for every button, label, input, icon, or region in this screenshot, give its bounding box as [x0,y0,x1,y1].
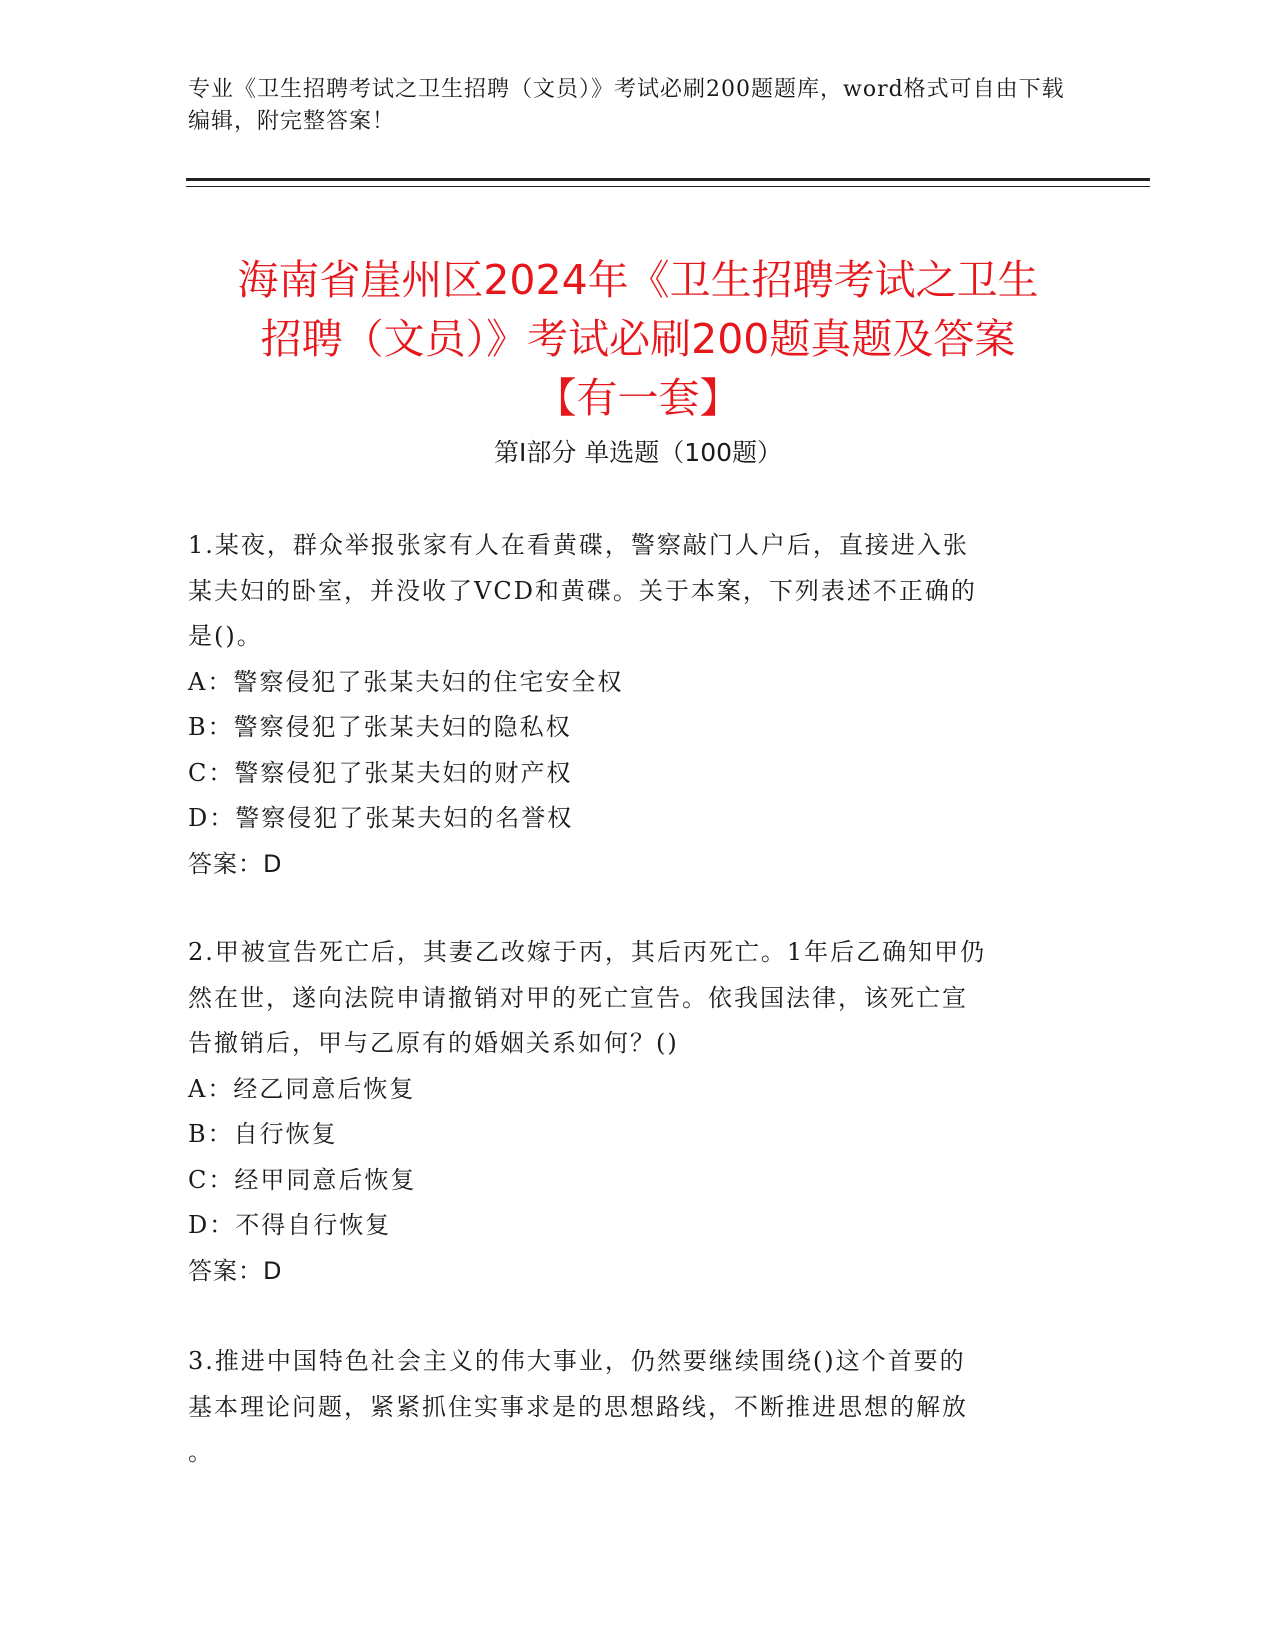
question-stem-line: 告撤销后，甲与乙原有的婚姻关系如何？() [188,1029,679,1057]
section-heading: 第Ⅰ部分 单选题（100题） [493,438,783,467]
option-a: A：经乙同意后恢复 [188,1074,416,1103]
option-a: A：警察侵犯了张某夫妇的住宅安全权 [188,667,624,696]
question-stem-line: 2.甲被宣告死亡后，其妻乙改嫁于丙，其后丙死亡。1年后乙确知甲仍 [188,938,987,966]
option-c: C：警察侵犯了张某夫妇的财产权 [188,758,573,787]
option-c: C：经甲同意后恢复 [188,1165,417,1194]
question-stem-line: 某夫妇的卧室，并没收了VCD和黄碟。关于本案，下列表述不正确的 [188,576,977,605]
header-divider-thin [186,186,1150,187]
question-stem-line: 是()。 [188,622,263,650]
question-stem-line: 然在世，遂向法院申请撤销对甲的死亡宣告。依我国法律，该死亡宣 [188,983,968,1012]
question-stem-line: 1.某夜，群众举报张家有人在看黄碟，警察敲门人户后，直接进入张 [188,531,969,559]
question-stem-line: 。 [188,1438,214,1466]
title-line: 【有一套】 [535,374,741,423]
title-line: 海南省崖州区2024年《卫生招聘考试之卫生 [237,256,1039,305]
option-b: B：自行恢复 [188,1120,338,1148]
header-divider-thick [186,178,1150,181]
header-note: 专业《卫生招聘考试之卫生招聘（文员）》考试必刷200题题库，word格式可自由下载编辑，附完整答案！ [188,77,1065,134]
question-stem-line: 3.推进中国特色社会主义的伟大事业，仍然要继续围绕()这个首要的 [188,1347,966,1375]
option-d: D：警察侵犯了张某夫妇的名誉权 [188,804,574,832]
document-title [186,251,1090,428]
question-3 [188,1339,1088,1476]
question-2 [188,930,1088,1294]
option-b: B：警察侵犯了张某夫妇的隐私权 [188,713,572,741]
answer: 答案：D [188,1256,283,1285]
answer: 答案：D [188,849,283,878]
question-1 [188,523,1088,887]
question-stem-line: 基本理论问题，紧紧抓住实事求是的思想路线，不断推进思想的解放 [188,1392,968,1421]
option-d: D：不得自行恢复 [188,1211,392,1239]
title-line: 招聘（文员）》考试必刷200题真题及答案 [260,315,1016,364]
